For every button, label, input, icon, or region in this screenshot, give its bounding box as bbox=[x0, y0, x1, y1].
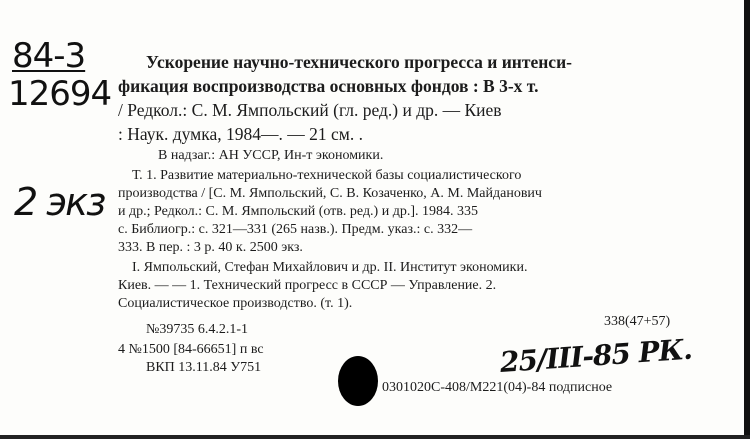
registration-number: №39735 6.4.2.1-1 bbox=[146, 322, 249, 337]
tracing-line-3: Социалистическое производство. (т. 1). bbox=[118, 296, 353, 311]
volume-line-5: 333. В пер. : 3 р. 40 к. 2500 экз. bbox=[118, 240, 303, 255]
volume-line-4: с. Библиогр.: с. 321—331 (265 назв.). Предм. указ.: с. 332— bbox=[118, 222, 473, 237]
ink-blot bbox=[338, 356, 378, 406]
bottom-code: 0301020C-408/M221(04)-84 подписное bbox=[382, 380, 613, 395]
volume-line-2: производства / [С. М. Ямпольский, С. В. Козаченко, А. М. Майданович bbox=[118, 186, 542, 201]
title-line-4: : Наук. думка, 1984—. — 21 см. . bbox=[118, 124, 363, 144]
tracing-line-1: I. Ямпольский, Стефан Михайлович и др. II. Институт экономики. bbox=[132, 260, 528, 275]
tracing-line-2: Киев. — — 1. Технический прогресс в СССР — Управление. 2. bbox=[118, 278, 497, 293]
handwritten-shelf-code-2: 12694 bbox=[8, 74, 112, 114]
card-number: 4 №1500 [84-66651] п вс bbox=[118, 342, 264, 357]
vkp-number: ВКП 13.11.84 У751 bbox=[146, 360, 262, 375]
handwritten-copies-note: 2 экз bbox=[14, 180, 105, 224]
header-note: В надзаг.: АН УССР, Ин-т экономики. bbox=[158, 148, 384, 163]
title-line-3: / Редкол.: С. М. Ямпольский (гл. ред.) и др. — Киев bbox=[118, 100, 502, 120]
card-bottom-edge bbox=[0, 435, 750, 439]
card-right-edge bbox=[744, 0, 750, 439]
title-line-1: Ускорение научно-технического прогресса и интенси- bbox=[146, 52, 572, 72]
handwritten-date: 25/III-85 РК. bbox=[498, 332, 693, 379]
volume-line-3: и др.; Редкол.: С. М. Ямпольский (отв. ред.) и др.]. 1984. 335 bbox=[118, 204, 479, 219]
volume-line-1: Т. 1. Развитие материально-технической базы социалистического bbox=[132, 168, 522, 183]
title-line-2: фикация воспроизводства основных фондов : В 3-х т. bbox=[118, 76, 539, 96]
classification-code: 338(47+57) bbox=[604, 314, 671, 329]
handwritten-shelf-code-1: 84-3 bbox=[12, 36, 86, 76]
